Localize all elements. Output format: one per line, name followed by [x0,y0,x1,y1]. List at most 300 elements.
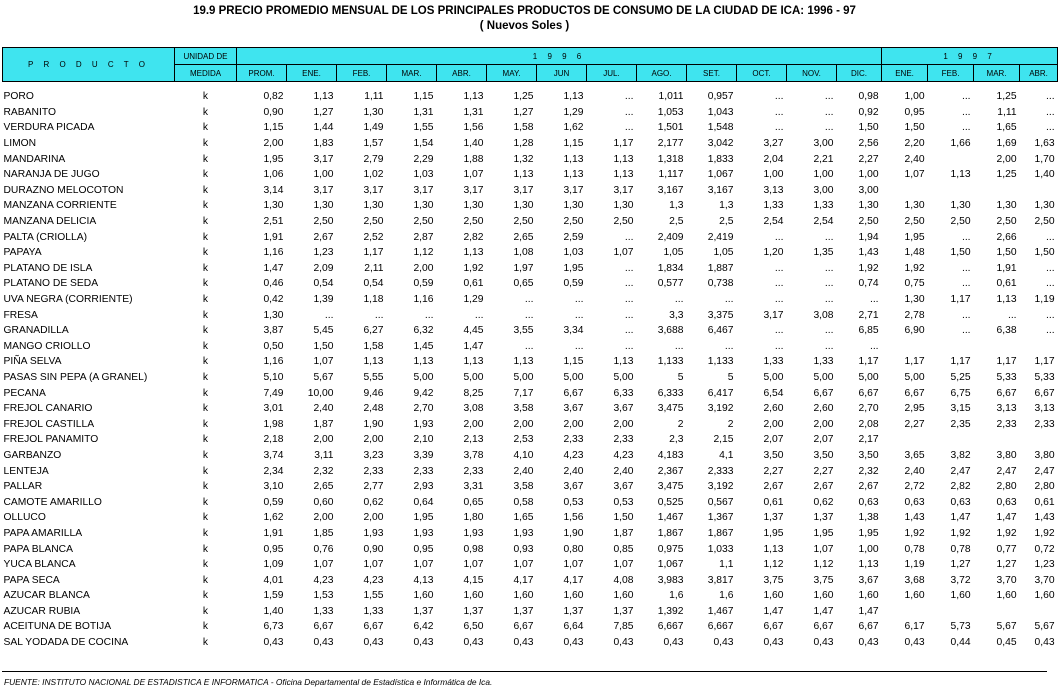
price-cell: 0,44 [950,637,971,649]
price-cell: 2,27 [763,465,784,477]
unit-cell: k [202,465,209,477]
price-cell: 6,667 [657,621,684,633]
price-cell: 2,17 [858,434,879,446]
price-cell: 1,60 [463,590,484,602]
price-cell: 1,12 [413,247,434,259]
price-cell: 2,00 [763,418,784,430]
price-cell: 1,37 [813,512,834,524]
price-cell: 1,17 [1034,356,1055,368]
price-cell: 2,33 [563,434,584,446]
price-cell: 1,19 [1034,294,1055,306]
price-cell: 0,90 [263,106,284,118]
price-cell: 9,46 [363,387,384,399]
price-cell: 3,58 [513,403,534,415]
price-cell: 1,88 [463,153,484,165]
price-cell: 1,27 [313,106,334,118]
price-cell: 2,60 [763,403,784,415]
price-cell [882,183,928,199]
table-row [3,635,1058,651]
price-cell: 2,33 [463,465,484,477]
unit-cell: k [202,153,209,165]
price-cell: ... [774,106,784,118]
price-cell: 1,043 [707,106,734,118]
price-cell: 1,63 [1034,138,1055,150]
product-name: GARBANZO [3,449,62,461]
price-cell [928,183,974,199]
price-cell: ... [774,262,784,274]
price-cell: 1,00 [763,169,784,181]
price-cell: 6,67 [313,621,334,633]
price-cell: 1,07 [363,559,384,571]
product-name: SAL YODADA DE COCINA [3,637,129,649]
price-cell: 1,95 [413,512,434,524]
price-cell: 0,567 [707,496,734,508]
price-cell: 0,78 [950,543,971,555]
price-cell: 0,77 [996,543,1017,555]
price-cell: 1,13 [363,356,384,368]
price-cell: 2,07 [763,434,784,446]
price-cell: 1,25 [996,169,1017,181]
table-row [3,323,1058,339]
price-cell: 1,1 [719,559,734,571]
price-cell: 1,3 [719,200,734,212]
price-cell: 1,17 [858,356,879,368]
header-month: PROM. [237,65,287,82]
price-cell: 0,43 [313,637,334,649]
price-cell: 2,00 [463,418,484,430]
price-cell: 1,37 [463,605,484,617]
price-cell: 1,60 [413,590,434,602]
price-cell: 0,46 [263,278,284,290]
price-cell: 2,67 [763,481,784,493]
price-cell: 1,60 [763,590,784,602]
price-cell: 1,92 [463,262,484,274]
unit-cell: k [202,122,209,134]
price-cell: 1,00 [858,543,879,555]
price-cell: 0,82 [263,91,284,103]
price-cell: 1,30 [1034,200,1055,212]
header-month: MAY. [487,65,537,82]
price-cell [1020,339,1058,355]
price-cell: 1,067 [657,559,684,571]
price-cell: 1,47 [950,512,971,524]
price-table [2,47,1058,650]
price-cell: 1,867 [707,527,734,539]
price-cell: 3,39 [413,449,434,461]
price-cell: 2,82 [463,231,484,243]
price-cell: 1,31 [413,106,434,118]
price-cell: 2,00 [313,512,334,524]
price-cell: 1,57 [363,138,384,150]
table-row [3,448,1058,464]
price-cell: ... [1007,309,1017,321]
price-cell: 1,30 [413,200,434,212]
price-cell: 1,08 [513,247,534,259]
price-cell: 0,577 [657,278,684,290]
price-cell: 1,43 [1034,512,1055,524]
price-cell: ... [824,122,834,134]
price-cell: 1,60 [813,590,834,602]
price-cell: 2,79 [363,153,384,165]
price-cell: 3,75 [763,574,784,586]
price-cell: 1,30 [904,294,925,306]
price-cell: 1,60 [858,590,879,602]
table-row [3,214,1058,230]
table-row [3,261,1058,277]
price-cell [882,604,928,620]
price-cell: 2,00 [363,512,384,524]
price-cell: 3,17 [313,153,334,165]
price-cell: 3,17 [313,184,334,196]
price-cell: 2,13 [463,434,484,446]
price-cell: 7,49 [263,387,284,399]
price-cell: 1,70 [1034,153,1055,165]
unit-cell: k [202,621,209,633]
price-cell: ... [524,294,534,306]
price-cell: 1,30 [613,200,634,212]
price-cell: 3,67 [563,403,584,415]
price-cell: 4,13 [413,574,434,586]
price-cell: 0,957 [707,91,734,103]
price-cell: 0,65 [513,278,534,290]
price-cell: 1,47 [858,605,879,617]
price-cell: 1,392 [657,605,684,617]
price-cell: 1,97 [513,262,534,274]
price-cell: 6,67 [858,621,879,633]
price-cell: 2,33 [996,418,1017,430]
price-cell: 2,93 [413,481,434,493]
price-cell [928,151,974,167]
table-row [3,245,1058,261]
price-cell: ... [624,262,634,274]
price-cell: 1,37 [513,605,534,617]
price-cell: 1,13 [513,169,534,181]
price-cell: 5,55 [363,371,384,383]
price-cell: 2,51 [263,216,284,228]
price-cell: ... [824,231,834,243]
page-subtitle: ( Nuevos Soles ) [479,20,570,32]
price-cell: 2,21 [813,153,834,165]
unit-cell: k [202,184,209,196]
price-cell: 1,54 [413,138,434,150]
price-cell: 3,74 [263,449,284,461]
price-cell: 1,90 [363,418,384,430]
price-cell: 2,50 [313,216,334,228]
unit-cell: k [202,309,209,321]
price-cell: 5,33 [996,371,1017,383]
price-cell: 3,00 [858,184,879,196]
price-cell: 2,50 [513,216,534,228]
price-cell: ... [961,278,971,290]
product-name: OLLUCO [3,512,46,524]
unit-cell: k [202,91,209,103]
price-cell: 2,33 [613,434,634,446]
price-cell: 2,50 [563,216,584,228]
price-cell: 0,43 [613,637,634,649]
header-month: ABR. [437,65,487,82]
footer-rule [2,671,1047,672]
price-cell: 1,65 [996,122,1017,134]
price-cell: 0,75 [904,278,925,290]
price-cell: 3,042 [707,138,734,150]
product-name: PAPA SECA [3,574,60,586]
price-cell: ... [774,340,784,352]
price-cell: 1,23 [313,247,334,259]
price-cell [974,339,1020,355]
price-cell: 0,738 [707,278,734,290]
header-month: FEB. [337,65,387,82]
price-cell: 1,13 [858,559,879,571]
price-cell: 1,98 [263,418,284,430]
price-cell: 3,08 [813,309,834,321]
price-cell: 1,45 [413,340,434,352]
price-cell: ... [574,340,584,352]
price-cell: ... [824,278,834,290]
price-cell: 1,13 [563,169,584,181]
price-cell: 3,13 [763,184,784,196]
unit-cell: k [202,371,209,383]
price-cell: 6,67 [563,387,584,399]
price-cell: 3,65 [904,449,925,461]
table-row [3,557,1058,573]
unit-cell: k [202,449,209,461]
price-cell: 4,10 [513,449,534,461]
price-cell: 7,17 [513,387,534,399]
price-cell [1020,183,1058,199]
price-cell: ... [624,325,634,337]
price-cell: 1,58 [513,122,534,134]
price-cell: 0,98 [463,543,484,555]
price-cell: 1,06 [263,169,284,181]
table-row [3,354,1058,370]
unit-cell: k [202,294,209,306]
table-row [3,619,1058,635]
table-row [3,307,1058,323]
price-cell: ... [774,294,784,306]
price-cell: 3,50 [813,449,834,461]
price-cell: ... [1045,278,1055,290]
price-cell: 4,23 [313,574,334,586]
price-cell: 5,00 [563,371,584,383]
price-cell: 2,59 [563,231,584,243]
price-cell: 1,16 [413,294,434,306]
price-cell: ... [1045,309,1055,321]
price-cell: 1,13 [563,91,584,103]
price-cell: 1,50 [613,512,634,524]
price-cell: 1,07 [563,559,584,571]
price-cell: 0,61 [996,278,1017,290]
price-cell: ... [774,325,784,337]
price-cell: 1,13 [463,247,484,259]
price-cell: 0,64 [413,496,434,508]
price-cell: 3,17 [363,184,384,196]
unit-cell: k [202,106,209,118]
product-name: PORO [3,91,34,103]
price-cell: 3,3 [669,309,684,321]
price-cell: 3,192 [707,481,734,493]
price-cell: 3,475 [657,403,684,415]
price-cell: 1,07 [463,559,484,571]
price-cell: 5,00 [613,371,634,383]
price-cell: 1,23 [1034,559,1055,571]
price-cell: ... [624,106,634,118]
price-cell: 6,33 [613,387,634,399]
table-row [3,604,1058,620]
price-cell: 2,53 [513,434,534,446]
price-cell: 0,76 [313,543,334,555]
unit-cell: k [202,340,209,352]
price-cell: 1,467 [657,512,684,524]
price-cell: 1,58 [363,340,384,352]
price-cell: 2,409 [657,231,684,243]
price-cell: 5,00 [858,371,879,383]
price-cell: 4,23 [563,449,584,461]
table-row [3,588,1058,604]
price-cell: 2,3 [669,434,684,446]
price-cell: 2,10 [413,434,434,446]
header-month: DIC. [837,65,882,82]
price-cell: ... [1045,106,1055,118]
price-cell: 2,367 [657,465,684,477]
price-cell: 3,17 [513,184,534,196]
price-cell: 2,50 [613,216,634,228]
price-cell: 1,318 [657,153,684,165]
unit-cell: k [202,200,209,212]
price-cell: 6,32 [413,325,434,337]
price-cell: 2,27 [858,153,879,165]
header-month: FEB. [928,65,974,82]
header-month: MAR. [387,65,437,82]
price-cell: 2,50 [996,216,1017,228]
price-cell: 3,78 [463,449,484,461]
price-cell: 6,50 [463,621,484,633]
table-row [3,120,1058,136]
product-name: PLATANO DE ISLA [3,262,93,274]
product-name: PLATANO DE SEDA [3,278,99,290]
unit-cell: k [202,496,209,508]
price-cell: 0,62 [363,496,384,508]
price-cell: 6,73 [263,621,284,633]
price-cell: ... [624,91,634,103]
price-cell: 1,011 [658,91,684,103]
price-cell: 2,67 [813,481,834,493]
price-cell: 2,00 [996,153,1017,165]
price-cell: 1,43 [904,512,925,524]
header-month: ENE. [287,65,337,82]
price-cell: 1,39 [313,294,334,306]
price-cell: 1,867 [657,527,684,539]
price-cell: 1,49 [363,122,384,134]
unit-cell: k [202,278,209,290]
price-cell: 1,07 [904,169,925,181]
price-cell: 1,03 [563,247,584,259]
price-cell: ... [961,106,971,118]
price-cell: 1,117 [658,169,684,181]
price-cell: 2,32 [858,465,879,477]
price-cell: 1,17 [363,247,384,259]
price-cell: 5,00 [763,371,784,383]
price-cell: 2,29 [413,153,434,165]
price-cell: 2,419 [707,231,734,243]
price-cell: 6,67 [813,621,834,633]
product-name: MANZANA CORRIENTE [3,200,117,212]
price-cell: 2,50 [363,216,384,228]
price-cell [928,604,974,620]
price-cell: 1,93 [413,527,434,539]
price-cell: 0,72 [1034,543,1055,555]
price-cell: 2,56 [858,138,879,150]
price-cell: ... [324,309,334,321]
price-cell: 3,17 [413,184,434,196]
header-month: JUL. [587,65,637,82]
price-cell: 1,50 [996,247,1017,259]
table-row [3,151,1058,167]
price-cell: 0,53 [563,496,584,508]
price-cell: 1,37 [763,512,784,524]
price-cell: 3,67 [563,481,584,493]
price-cell: 5,67 [996,621,1017,633]
price-cell: 2,50 [463,216,484,228]
price-cell: 1,30 [363,200,384,212]
price-cell: ... [724,294,734,306]
price-cell: ... [674,340,684,352]
price-cell: 0,54 [313,278,334,290]
unit-cell: k [202,138,209,150]
price-cell: 1,367 [707,512,734,524]
unit-cell: k [202,605,209,617]
price-cell: 1,19 [904,559,925,571]
unit-cell: k [202,356,209,368]
price-cell: ... [824,294,834,306]
price-cell: 0,43 [1034,637,1055,649]
price-cell: 1,13 [463,91,484,103]
price-cell: 1,47 [813,605,834,617]
product-name: CAMOTE AMARILLO [3,496,102,508]
price-cell: 0,95 [413,543,434,555]
price-cell: 2,67 [313,231,334,243]
product-name: YUCA BLANCA [3,559,76,571]
price-cell: 0,62 [813,496,834,508]
table-row [3,276,1058,292]
price-cell [882,339,928,355]
table-row [3,167,1058,183]
price-cell: 2,35 [950,418,971,430]
product-name: NARANJA DE JUGO [3,169,100,181]
price-cell: 1,16 [263,356,284,368]
table-row [3,105,1058,121]
price-cell: 1,62 [263,512,284,524]
price-cell: 1,40 [263,605,284,617]
price-cell: ... [1045,325,1055,337]
price-cell: ... [961,325,971,337]
price-cell: 6,67 [1034,387,1055,399]
price-cell: ... [624,309,634,321]
price-cell: 3,08 [463,403,484,415]
price-cell: 2,09 [313,262,334,274]
product-name: PALLAR [3,481,43,493]
price-cell: 5,10 [263,371,284,383]
price-cell: ... [774,231,784,243]
price-cell: 5,00 [904,371,925,383]
price-cell: 6,67 [858,387,879,399]
table-row [3,229,1058,245]
price-cell: 1,05 [713,247,734,259]
price-cell: ... [1045,122,1055,134]
page-title: 19.9 PRECIO PROMEDIO MENSUAL DE LOS PRINCIPALES PRODUCTOS DE CONSUMO DE LA CIUDAD DE ICA: 1996 - 97 [193,5,856,17]
table-row [3,526,1058,542]
price-cell: 2,15 [713,434,734,446]
price-cell: 1,25 [996,91,1017,103]
